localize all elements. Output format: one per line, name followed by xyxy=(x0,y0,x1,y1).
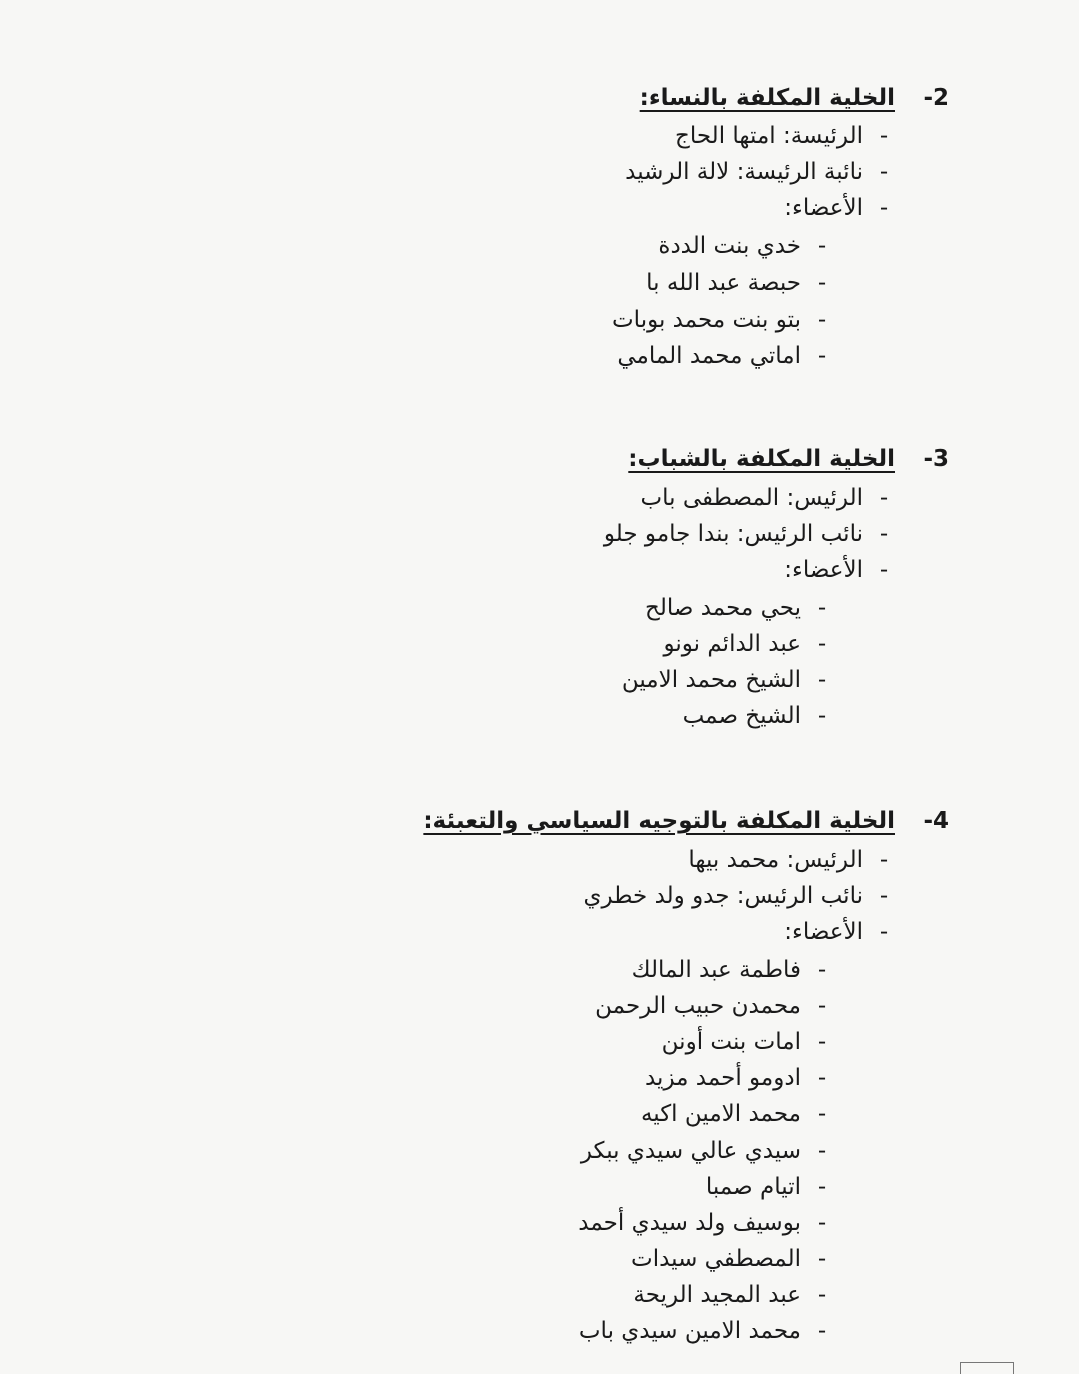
members-label-line: -الأعضاء: xyxy=(784,919,889,945)
head-role: الرئيس: محمد بيها xyxy=(688,847,863,873)
member-name: عبد الدائم نونو xyxy=(663,631,801,657)
member-name: ادومو أحمد مزيد xyxy=(644,1065,801,1091)
list-item: -محمدن حبيب الرحمن xyxy=(595,993,827,1019)
page-corner-box xyxy=(960,1362,1014,1374)
list-item: -محمد الامين اكيه xyxy=(640,1101,827,1127)
head-role-line: -الرئيس: المصطفى باب xyxy=(640,485,889,511)
section-title: الخلية المكلفة بالشباب: xyxy=(628,446,895,472)
member-name: محمد الامين اكيه xyxy=(640,1101,801,1127)
deputy-role-line: -نائب الرئيس: جدو ولد خطري xyxy=(583,883,889,909)
section-heading xyxy=(640,83,949,113)
members-label-line: -الأعضاء: xyxy=(784,195,889,221)
list-item: -خدي بنت الددة xyxy=(658,233,827,259)
deputy-role-line: -نائب الرئيس: بندا جامو جلو xyxy=(603,521,889,547)
member-name: بتو بنت محمد بوبات xyxy=(612,307,801,333)
member-name: اماتي محمد المامي xyxy=(617,343,801,369)
list-item: -بتو بنت محمد بوبات xyxy=(612,307,827,333)
member-name: حبصة عبد الله با xyxy=(646,270,801,296)
list-item: -الشيخ صمب xyxy=(682,703,827,729)
member-name: عبد المجيد الريحة xyxy=(633,1282,801,1308)
list-item: -سيدي عالي سيدي ببكر xyxy=(580,1138,827,1164)
member-name: فاطمة عبد المالك xyxy=(631,957,801,983)
section-title: الخلية المكلفة بالتوجيه السياسي والتعبئة: xyxy=(423,808,895,834)
list-item: -اماتي محمد المامي xyxy=(617,343,827,369)
head-role: الرئيسة: امتها الحاج xyxy=(674,123,863,149)
members-label: الأعضاء: xyxy=(784,195,863,221)
members-label: الأعضاء: xyxy=(784,557,863,583)
member-name: خدي بنت الددة xyxy=(658,233,801,259)
deputy-role: نائب الرئيس: جدو ولد خطري xyxy=(583,883,863,909)
member-name: الشيخ صمب xyxy=(682,703,801,729)
member-name: محمدن حبيب الرحمن xyxy=(595,993,801,1019)
list-item: -فاطمة عبد المالك xyxy=(631,957,827,983)
member-name: المصطفي سيدات xyxy=(631,1246,801,1272)
list-item: -يحي محمد صالح xyxy=(645,595,827,621)
list-item: -اتيام صمبا xyxy=(705,1174,827,1200)
list-item: -عبد الدائم نونو xyxy=(663,631,827,657)
list-item: -بوسيف ولد سيدي أحمد xyxy=(578,1210,827,1236)
list-item: -ادومو أحمد مزيد xyxy=(644,1065,827,1091)
section-number: 3- xyxy=(923,446,949,472)
list-item: -محمد الامين سيدي باب xyxy=(578,1318,827,1344)
member-name: محمد الامين سيدي باب xyxy=(578,1318,801,1344)
member-name: يحي محمد صالح xyxy=(645,595,801,621)
member-name: اتيام صمبا xyxy=(705,1174,801,1200)
section-number: 4- xyxy=(923,808,949,834)
section-heading xyxy=(423,806,949,836)
member-name: سيدي عالي سيدي ببكر xyxy=(580,1138,801,1164)
member-name: امات بنت أونن xyxy=(661,1029,801,1055)
member-name: الشيخ محمد الامين xyxy=(621,667,801,693)
member-name: بوسيف ولد سيدي أحمد xyxy=(578,1210,801,1236)
list-item: -امات بنت أونن xyxy=(661,1029,827,1055)
members-label-line: -الأعضاء: xyxy=(784,557,889,583)
head-role: الرئيس: المصطفى باب xyxy=(640,485,863,511)
section-title: الخلية المكلفة بالنساء: xyxy=(639,85,895,111)
list-item: -حبصة عبد الله با xyxy=(646,270,827,296)
deputy-role-line: -نائبة الرئيسة: لالة الرشيد xyxy=(625,159,889,185)
section-heading xyxy=(628,444,949,474)
list-item: -عبد المجيد الريحة xyxy=(633,1282,827,1308)
list-item: -الشيخ محمد الامين xyxy=(621,667,827,693)
members-label: الأعضاء: xyxy=(784,919,863,945)
deputy-role: نائب الرئيس: بندا جامو جلو xyxy=(603,521,863,547)
section-number: 2- xyxy=(923,85,949,111)
head-role-line: -الرئيسة: امتها الحاج xyxy=(674,123,889,149)
deputy-role: نائبة الرئيسة: لالة الرشيد xyxy=(625,159,863,185)
head-role-line: -الرئيس: محمد بيها xyxy=(688,847,889,873)
list-item: -المصطفي سيدات xyxy=(631,1246,827,1272)
